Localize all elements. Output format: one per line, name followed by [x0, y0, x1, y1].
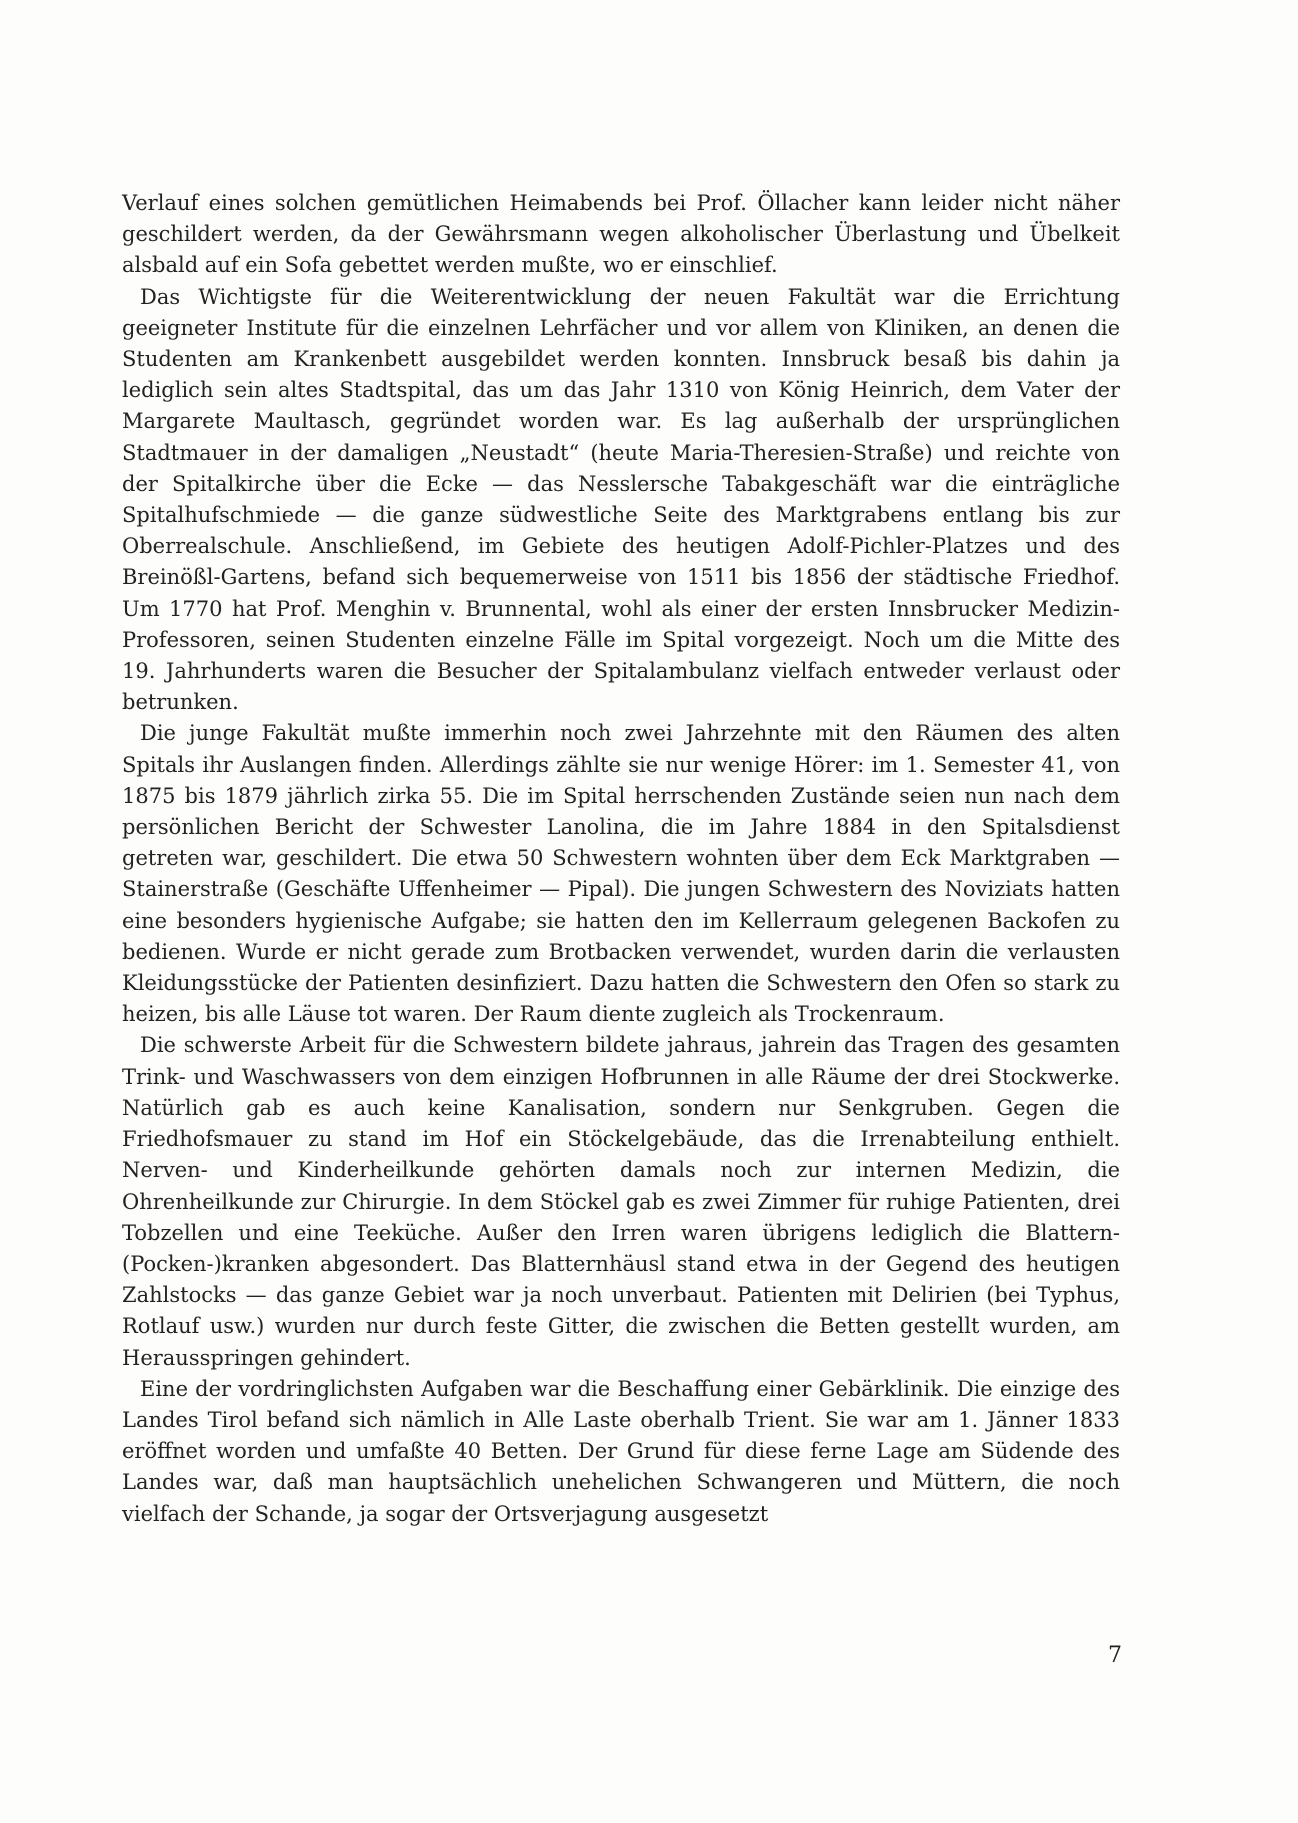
paragraph: Die junge Fakultät mußte immerhin noch zwei Jahrzehnte mit den Räumen des alten Spitals ihr Auslangen finden. Allerdings zählte sie nur wenige Hörer: im 1. Semester 41, von 1875 bis 1879 jährlich zirka 55. Die im Spital herrschenden Zustände seien nun nach dem persönlichen Bericht der Schwester Lanolina, die im Jahre 1884 in den Spitalsdienst getreten war, geschildert. Die etwa 50 Schwestern wohnten über dem Eck Marktgraben — Stainerstraße (Geschäfte Uffenheimer — Pipal). Die jungen Schwestern des Noviziats hatten eine besonders hygienische Aufgabe; sie hatten den im Kellerraum gelegenen Backofen zu bedienen. Wurde er nicht gerade zum Brotbacken verwendet, wurden darin die verlausten Kleidungsstücke der Patienten desinfiziert. Dazu hatten die Schwestern den Ofen so stark zu heizen, bis alle Läuse tot waren. Der Raum diente zugleich als Trockenraum. — [122, 721, 1120, 1027]
paragraph: Die schwerste Arbeit für die Schwestern bildete jahraus, jahrein das Tragen des gesamten Trink- und Waschwassers von dem einzigen Hofbrunnen in alle Räume der drei Stockwerke. Natürlich gab es auch keine Kanalisation, sondern nur Senkgruben. Gegen die Friedhofsmauer zu stand im Hof ein Stöckelgebäude, das die Irrenabteilung enthielt. Nerven- und Kinderheilkunde gehörten damals noch zur internen Medizin, die Ohrenheilkunde zur Chirurgie. In dem Stöckel gab es zwei Zimmer für ruhige Patienten, drei Tobzellen und eine Teeküche. Außer den Irren waren übrigens lediglich die Blattern-(Pocken-)kranken abgesondert. Das Blatternhäusl stand etwa in der Gegend des heutigen Zahlstocks — das ganze Gebiet war ja noch unverbaut. Patienten mit Delirien (bei Typhus, Rotlauf usw.) wurden nur durch feste Gitter, die zwischen die Betten gestellt wurden, am Herausspringen gehindert. — [122, 1033, 1120, 1370]
paragraph: Verlauf eines solchen gemütlichen Heimabends bei Prof. Öllacher kann leider nicht näher geschildert werden, da der Gewährsmann wegen alkoholischer Überlastung und Übelkeit alsbald auf ein Sofa gebettet werden mußte, wo er einschlief. — [122, 191, 1120, 278]
body-text — [122, 188, 1120, 1530]
paragraph: Das Wichtigste für die Weiterentwicklung der neuen Fakultät war die Errichtung geeigneter Institute für die einzelnen Lehrfächer und vor allem von Kliniken, an denen die Studenten am Krankenbett ausgebildet werden konnten. Innsbruck besaß bis dahin ja lediglich sein altes Stadtspital, das um das Jahr 1310 von König Heinrich, dem Vater der Margarete Maultasch, gegründet worden war. Es lag außerhalb der ursprünglichen Stadtmauer in der damaligen „Neustadt“ (heute Maria-Theresien-Straße) und reichte von der Spitalkirche über die Ecke — das Nesslersche Tabakgeschäft war die einträgliche Spitalhufschmiede — die ganze südwestliche Seite des Marktgrabens entlang bis zur Oberrealschule. Anschließend, im Gebiete des heutigen Adolf-Pichler-Platzes und des Breinößl-Gartens, befand sich bequemerweise von 1511 bis 1856 der städtische Friedhof. Um 1770 hat Prof. Menghin v. Brunnental, wohl als einer der ersten Innsbrucker Medizin-Professoren, seinen Studenten einzelne Fälle im Spital vorgezeigt. Noch um die Mitte des 19. Jahrhunderts waren die Besucher der Spitalambulanz vielfach entweder verlaust oder betrunken. — [122, 284, 1120, 715]
page-number: 7 — [1108, 1643, 1122, 1668]
paragraph: Eine der vordringlichsten Aufgaben war die Beschaffung einer Gebärklinik. Die einzige des Landes Tirol befand sich nämlich in Alle Laste oberhalb Trient. Sie war am 1. Jänner 1833 eröffnet worden und umfaßte 40 Betten. Der Grund für diese ferne Lage am Südende des Landes war, daß man hauptsächlich unehelichen Schwangeren und Müttern, die noch vielfach der Schande, ja sogar der Ortsverjagung ausgesetzt — [122, 1376, 1120, 1526]
